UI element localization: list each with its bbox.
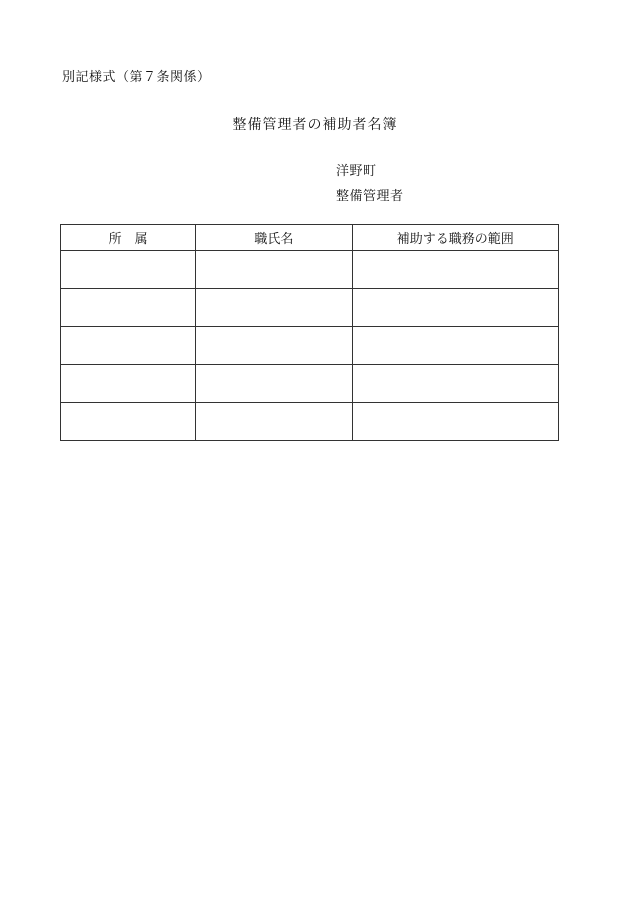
table-row: [61, 403, 559, 441]
table-row: [61, 365, 559, 403]
header-affiliation: 所 属: [61, 225, 196, 251]
header-duty-scope: 補助する職務の範囲: [352, 225, 558, 251]
cell-affiliation[interactable]: [61, 289, 196, 327]
cell-title-name[interactable]: [196, 403, 352, 441]
cell-title-name[interactable]: [196, 251, 352, 289]
cell-title-name[interactable]: [196, 327, 352, 365]
signer-town: 洋野町: [336, 164, 377, 179]
cell-title-name[interactable]: [196, 289, 352, 327]
cell-title-name[interactable]: [196, 365, 352, 403]
form-reference: 別記様式（第７条関係）: [62, 70, 211, 85]
cell-duty-scope[interactable]: [352, 403, 558, 441]
cell-duty-scope[interactable]: [352, 289, 558, 327]
cell-affiliation[interactable]: [61, 251, 196, 289]
table-header-row: [61, 225, 559, 251]
cell-affiliation[interactable]: [61, 403, 196, 441]
assistant-roster-table: [60, 224, 559, 441]
signer-role: 整備管理者: [336, 189, 404, 204]
cell-affiliation[interactable]: [61, 327, 196, 365]
table-row: [61, 327, 559, 365]
table-row: [61, 251, 559, 289]
document-title: 整備管理者の補助者名簿: [232, 117, 398, 133]
header-title-name: 職氏名: [196, 225, 352, 251]
cell-affiliation[interactable]: [61, 365, 196, 403]
table-row: [61, 289, 559, 327]
cell-duty-scope[interactable]: [352, 365, 558, 403]
cell-duty-scope[interactable]: [352, 327, 558, 365]
cell-duty-scope[interactable]: [352, 251, 558, 289]
